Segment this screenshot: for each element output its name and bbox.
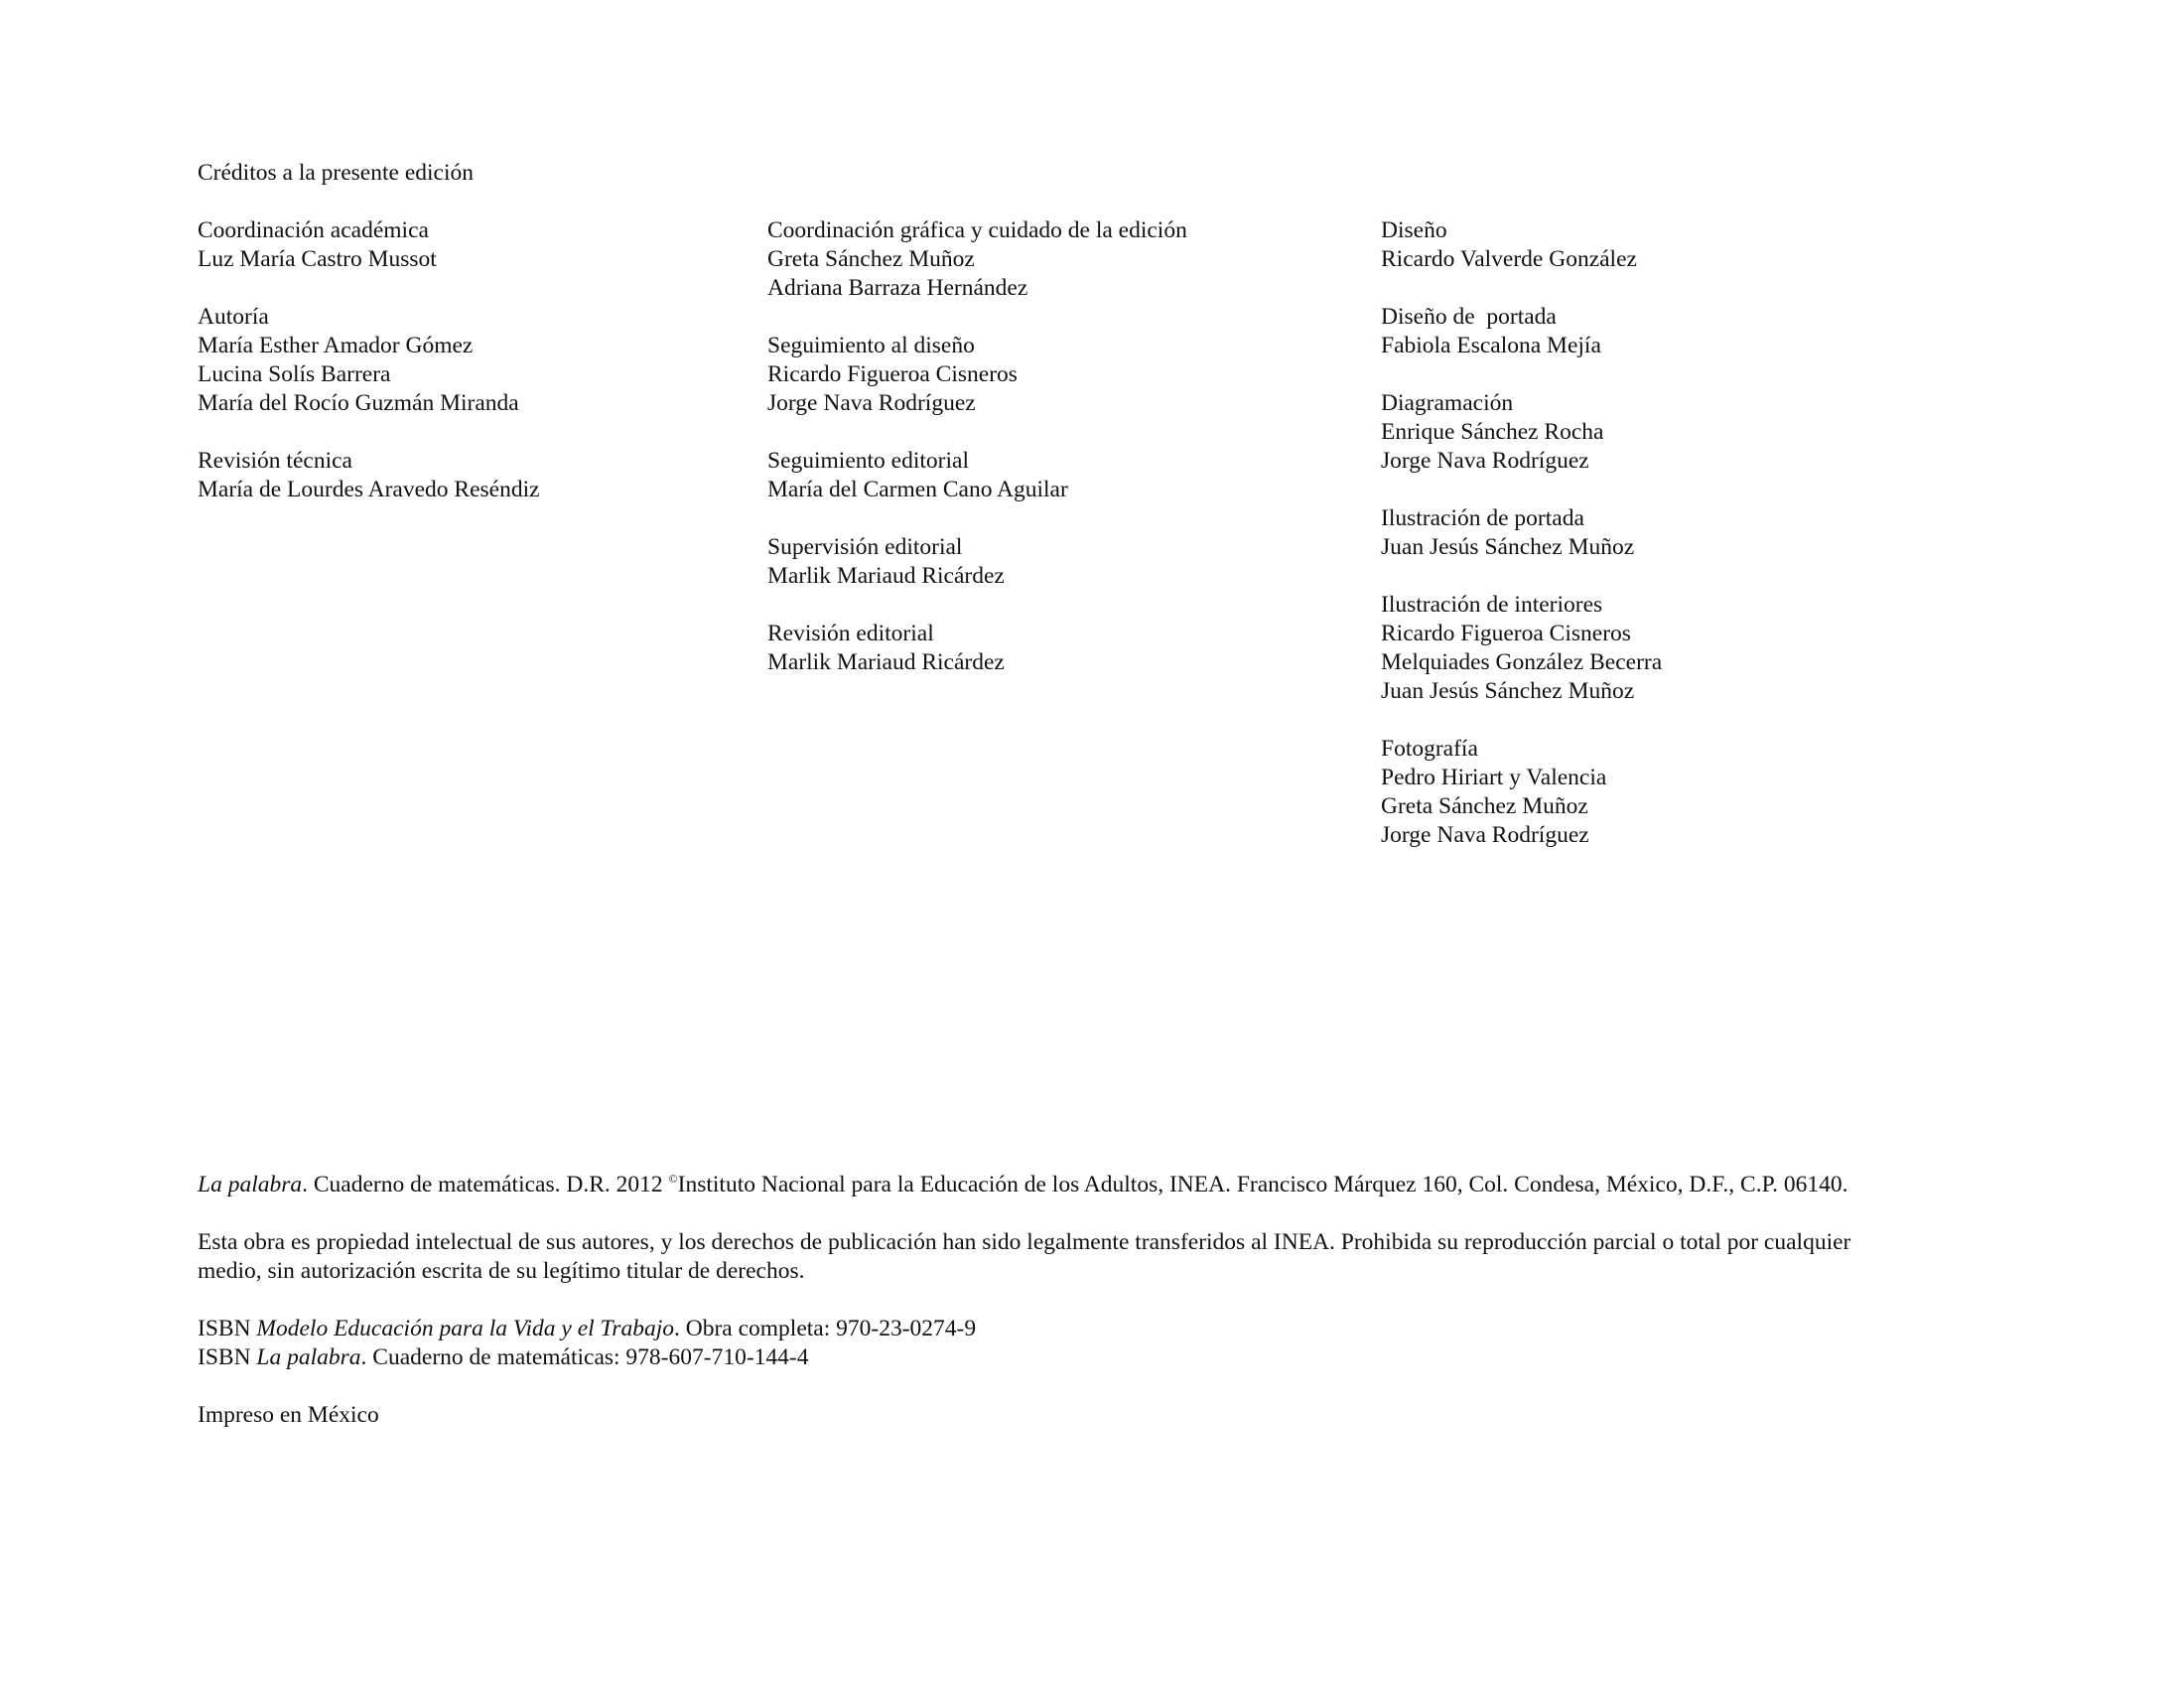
isbn-prefix: ISBN bbox=[198, 1344, 257, 1370]
copyright-text-2: Instituto Nacional para la Educación de los Adultos, INEA. Francisco Márquez 160, Col. Condesa, México, D.F., C.P. 06140. bbox=[677, 1172, 1848, 1197]
credit-group bbox=[1381, 504, 1662, 562]
credit-name: Jorge Nava Rodríguez bbox=[767, 390, 976, 416]
credit-group bbox=[1381, 303, 1662, 360]
credit-name: Ricardo Valverde González bbox=[1381, 246, 1637, 272]
copyright-text-1: . Cuaderno de matemáticas. D.R. 2012 bbox=[302, 1172, 669, 1197]
credit-role: Diseño de portada bbox=[1381, 304, 1557, 330]
credit-group bbox=[767, 332, 1187, 418]
credit-role: Coordinación gráfica y cuidado de la edición bbox=[767, 217, 1187, 243]
isbn-complete-work bbox=[198, 1315, 2055, 1343]
credit-role: Coordinación académica bbox=[198, 217, 429, 243]
isbn-title: Modelo Educación para la Vida y el Trabajo bbox=[256, 1316, 674, 1341]
credit-group bbox=[198, 447, 540, 504]
credit-name: Juan Jesús Sánchez Muñoz bbox=[1381, 534, 1635, 560]
credit-role: Autoría bbox=[198, 304, 269, 330]
credit-name: María del Carmen Cano Aguilar bbox=[767, 477, 1068, 502]
credit-role: Revisión técnica bbox=[198, 448, 352, 474]
credit-group bbox=[1381, 389, 1662, 476]
credit-name: Melquiades González Becerra bbox=[1381, 649, 1663, 675]
isbn-value: . Obra completa: 970-23-0274-9 bbox=[673, 1316, 977, 1341]
credit-role: Revisión editorial bbox=[767, 621, 934, 646]
credit-role: Ilustración de portada bbox=[1381, 505, 1584, 531]
credit-name: Lucina Solís Barrera bbox=[198, 361, 391, 387]
isbn-prefix: ISBN bbox=[198, 1316, 257, 1341]
credit-name: Greta Sánchez Muñoz bbox=[767, 246, 975, 272]
rights-notice bbox=[198, 1228, 2055, 1286]
isbn-value: . Cuaderno de matemáticas: 978-607-710-144-4 bbox=[360, 1344, 809, 1370]
credit-name: Pedro Hiriart y Valencia bbox=[1381, 765, 1607, 790]
credit-role: Fotografía bbox=[1381, 736, 1478, 762]
legal-footer bbox=[198, 1171, 2055, 1459]
isbn-title: La palabra bbox=[256, 1344, 361, 1370]
credit-name: Greta Sánchez Muñoz bbox=[1381, 793, 1588, 819]
copyright-symbol: © bbox=[668, 1172, 678, 1186]
credit-group bbox=[767, 447, 1187, 504]
credits-column-2 bbox=[767, 216, 1187, 706]
credit-group bbox=[1381, 591, 1662, 706]
credits-column-1 bbox=[198, 216, 540, 533]
credit-group bbox=[1381, 735, 1662, 850]
credit-role: Diseño bbox=[1381, 217, 1447, 243]
credit-group bbox=[767, 216, 1187, 303]
credit-name: María Esther Amador Gómez bbox=[198, 333, 474, 358]
credit-name: Jorge Nava Rodríguez bbox=[1381, 448, 1589, 474]
credit-name: Adriana Barraza Hernández bbox=[767, 275, 1028, 301]
credit-name: Luz María Castro Mussot bbox=[198, 246, 437, 272]
credit-role: Diagramación bbox=[1381, 390, 1514, 416]
printed-in: Impreso en México bbox=[198, 1402, 379, 1428]
rights-line-1: Esta obra es propiedad intelectual de sus autores, y los derechos de publicación han sido legalmente transferidos al INEA. Prohibida su reproducción parcial o total por cualquier bbox=[198, 1229, 1851, 1255]
credits-heading: Créditos a la presente edición bbox=[198, 160, 474, 186]
isbn-workbook bbox=[198, 1343, 2055, 1372]
credit-group bbox=[198, 303, 540, 418]
credits-column-3 bbox=[1381, 216, 1662, 879]
rights-line-2: medio, sin autorización escrita de su legítimo titular de derechos. bbox=[198, 1258, 805, 1284]
credit-role: Supervisión editorial bbox=[767, 534, 963, 560]
isbn-block bbox=[198, 1315, 2055, 1372]
credit-role: Ilustración de interiores bbox=[1381, 592, 1603, 618]
credit-name: Ricardo Figueroa Cisneros bbox=[767, 361, 1018, 387]
credit-role: Seguimiento editorial bbox=[767, 448, 969, 474]
credit-name: Juan Jesús Sánchez Muñoz bbox=[1381, 678, 1635, 704]
credit-group bbox=[1381, 216, 1662, 274]
credit-group bbox=[767, 620, 1187, 677]
copyright-notice bbox=[198, 1171, 2055, 1199]
book-title: La palabra bbox=[198, 1172, 303, 1197]
credit-name: Jorge Nava Rodríguez bbox=[1381, 822, 1589, 848]
credit-name: Marlik Mariaud Ricárdez bbox=[767, 563, 1005, 589]
credit-role: Seguimiento al diseño bbox=[767, 333, 975, 358]
credit-name: María del Rocío Guzmán Miranda bbox=[198, 390, 519, 416]
credit-group bbox=[198, 216, 540, 274]
credit-name: Fabiola Escalona Mejía bbox=[1381, 333, 1601, 358]
credit-group bbox=[767, 533, 1187, 591]
credit-name: María de Lourdes Aravedo Reséndiz bbox=[198, 477, 540, 502]
credit-name: Enrique Sánchez Rocha bbox=[1381, 419, 1604, 445]
credit-name: Marlik Mariaud Ricárdez bbox=[767, 649, 1005, 675]
credit-name: Ricardo Figueroa Cisneros bbox=[1381, 621, 1631, 646]
